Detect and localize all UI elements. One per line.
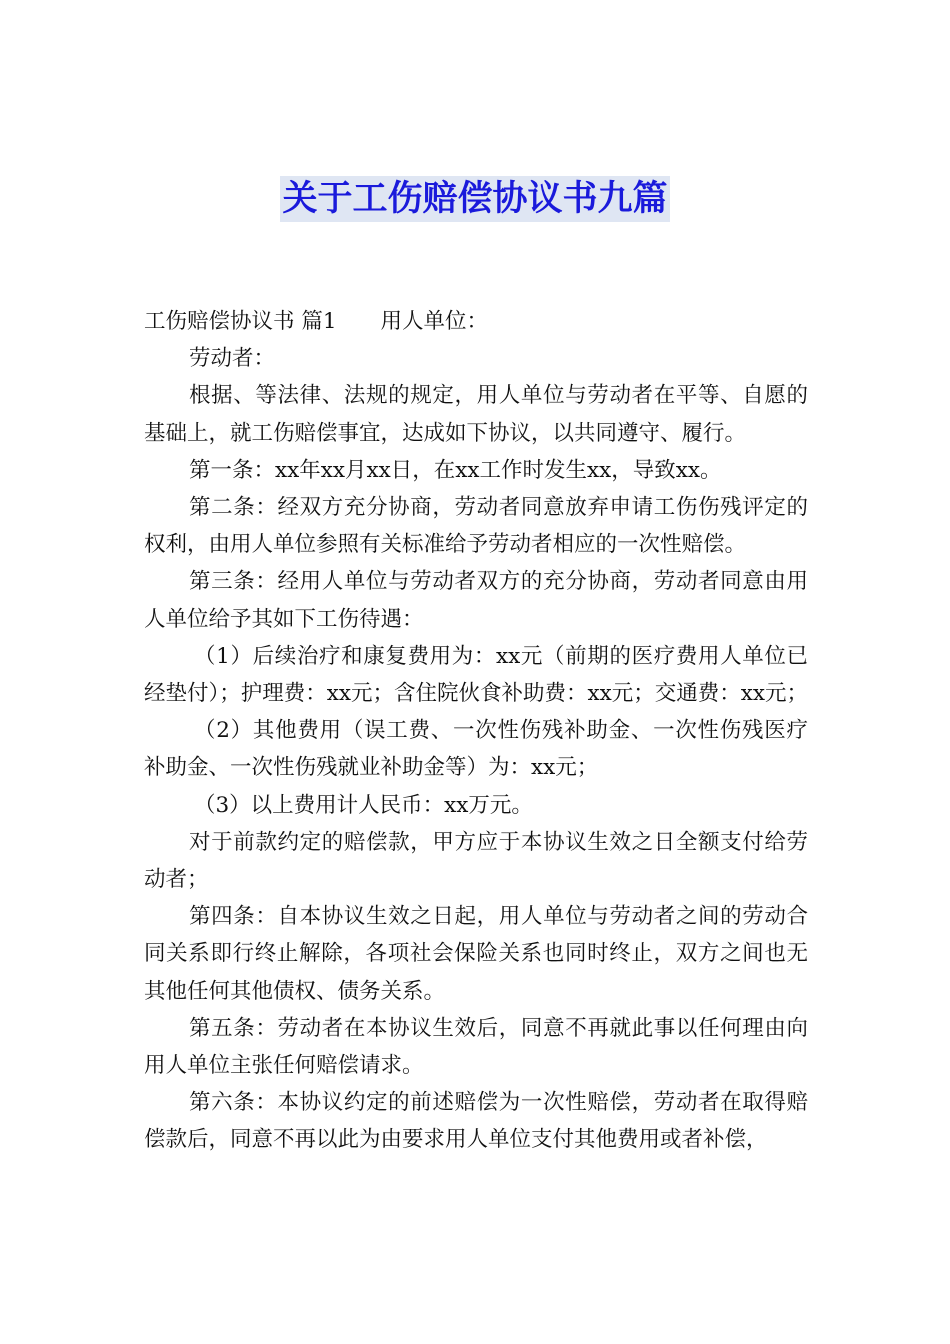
employer-label: 用人单位： [380, 309, 489, 334]
document-body [144, 303, 808, 1159]
paragraph: （2）其他费用（误工费、一次性伤残补助金、一次性伤残医疗补助金、一次性伤残就业补助金等）为：xx元； [144, 718, 808, 781]
paragraph: 第三条：经用人单位与劳动者双方的充分协商，劳动者同意由用人单位给予其如下工伤待遇： [144, 569, 808, 632]
paragraph: 第二条：经双方充分协商，劳动者同意放弃申请工伤伤残评定的权利，由用人单位参照有关标准给予劳动者相应的一次性赔偿。 [144, 495, 808, 558]
paragraph: 根据、等法律、法规的规定，用人单位与劳动者在平等、自愿的基础上，就工伤赔偿事宜，达成如下协议，以共同遵守、履行。 [144, 383, 808, 446]
paragraph: 第一条：xx年xx月xx日，在xx工作时发生xx，导致xx。 [189, 457, 722, 483]
paragraph: 第六条：本协议约定的前述赔偿为一次性赔偿，劳动者在取得赔偿款后，同意不再以此为由要求用人单位支付其他费用或者补偿， [144, 1090, 808, 1153]
first-line [144, 303, 808, 340]
paragraph: 第五条：劳动者在本协议生效后，同意不再就此事以任何理由向用人单位主张任何赔偿请求。 [144, 1015, 808, 1079]
paragraph: 对于前款约定的赔偿款，甲方应于本协议生效之日全额支付给劳动者； [144, 829, 808, 893]
paragraph: 第四条：自本协议生效之日起，用人单位与劳动者之间的劳动合同关系即行终止解除，各项社会保险关系也同时终止，双方之间也无其他任何其他债权、债务关系。 [144, 904, 808, 1004]
document-title: 关于工伤赔偿协议书九篇 [280, 176, 669, 222]
paragraph: 劳动者： [189, 346, 276, 372]
section-heading: 工伤赔偿协议书 篇1 [144, 309, 337, 334]
document-title-container [0, 176, 950, 222]
paragraph: （3）以上费用计人民币：xx万元。 [194, 792, 533, 818]
paragraph: （1）后续治疗和康复费用为：xx元（前期的医疗费用人单位已经垫付）；护理费：xx元；含住院伙食补助费：xx元；交通费：xx元； [144, 643, 809, 707]
